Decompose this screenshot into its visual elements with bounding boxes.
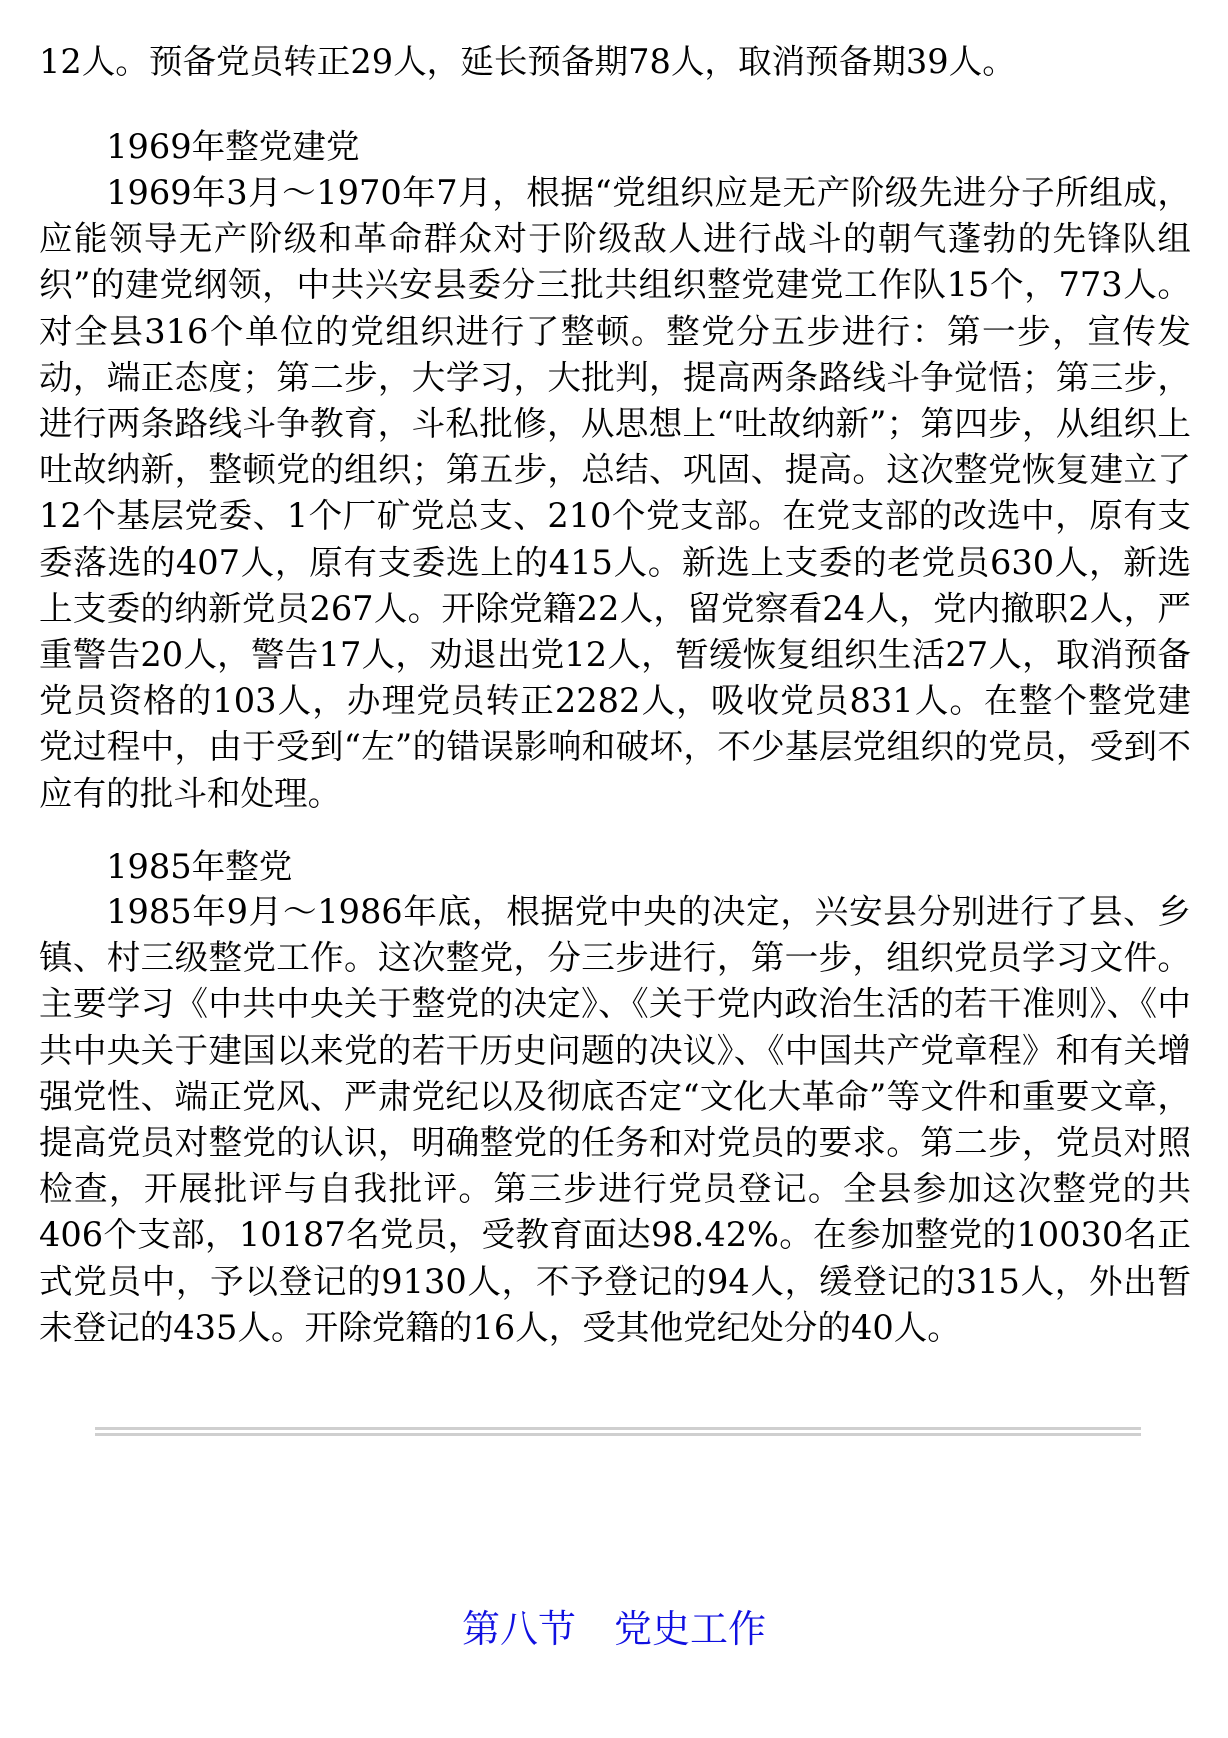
section-body-1969: 1969年3月～1970年7月，根据“党组织应是无产阶级先进分子所组成，应能领导无产阶级和革命群众对于阶级敌人进行战斗的朝气蓬勃的先锋队组织”的建党纲领，中共兴安县委分三批共组织整党建党工作队15个，773人。对全县316个单位的党组织进行了整顿。整党分五步进行：第一步，宣传发动，端正态度；第二步，大学习，大批判，提高两条路线斗争觉悟；第三步，进行两条路线斗争教育，斗私批修，从思想上“吐故纳新”；第四步，从组织上吐故纳新，整顿党的组织；第五步，总结、巩固、提高。这次整党恢复建立了12个基层党委、1个厂矿党总支、210个党支部。在党支部的改选中，原有支委落选的407人，原有支委选上的415人。新选上支委的老党员630人，新选上支委的纳新党员267人。开除党籍22人，留党察看24人，党内撤职2人，严重警告20人，警告17人，劝退出党12人，暂缓恢复组织生活27人，取消预备党员资格的103人，办理党员转正2282人，吸收党员831人。在整个整党建党过程中，由于受到“左”的错误影响和破坏，不少基层党组织的党员，受到不应有的批斗和处理。 [39, 173, 1191, 813]
section-heading-1985: 1985年整党 [106, 847, 293, 886]
section-heading-1969: 1969年整党建党 [106, 127, 360, 166]
continuation-paragraph: 12人。预备党员转正29人，延长预备期78人，取消预备期39人。 [39, 42, 1016, 81]
next-section-title: 第八节 党史工作 [461, 1607, 766, 1651]
section-divider [95, 1427, 1141, 1436]
section-body-1985: 1985年9月～1986年底，根据党中央的决定，兴安县分别进行了县、乡镇、村三级整党工作。这次整党，分三步进行，第一步，组织党员学习文件。主要学习《中共中央关于整党的决定》、《关于党内政治生活的若干准则》、《中共中央关于建国以来党的若干历史问题的决议》、《中国共产党章程》和有关增强党性、端正党风、严肃党纪以及彻底否定“文化大革命”等文件和重要文章，提高党员对整党的认识，明确整党的任务和对党员的要求。第二步，党员对照检查，开展批评与自我批评。第三步进行党员登记。全县参加这次整党的共406个支部，10187名党员，受教育面达98.42%。在参加整党的10030名正式党员中，予以登记的9130人，不予登记的94人，缓登记的315人，外出暂未登记的435人。开除党籍的16人，受其他党纪处分的40人。 [39, 892, 1191, 1347]
